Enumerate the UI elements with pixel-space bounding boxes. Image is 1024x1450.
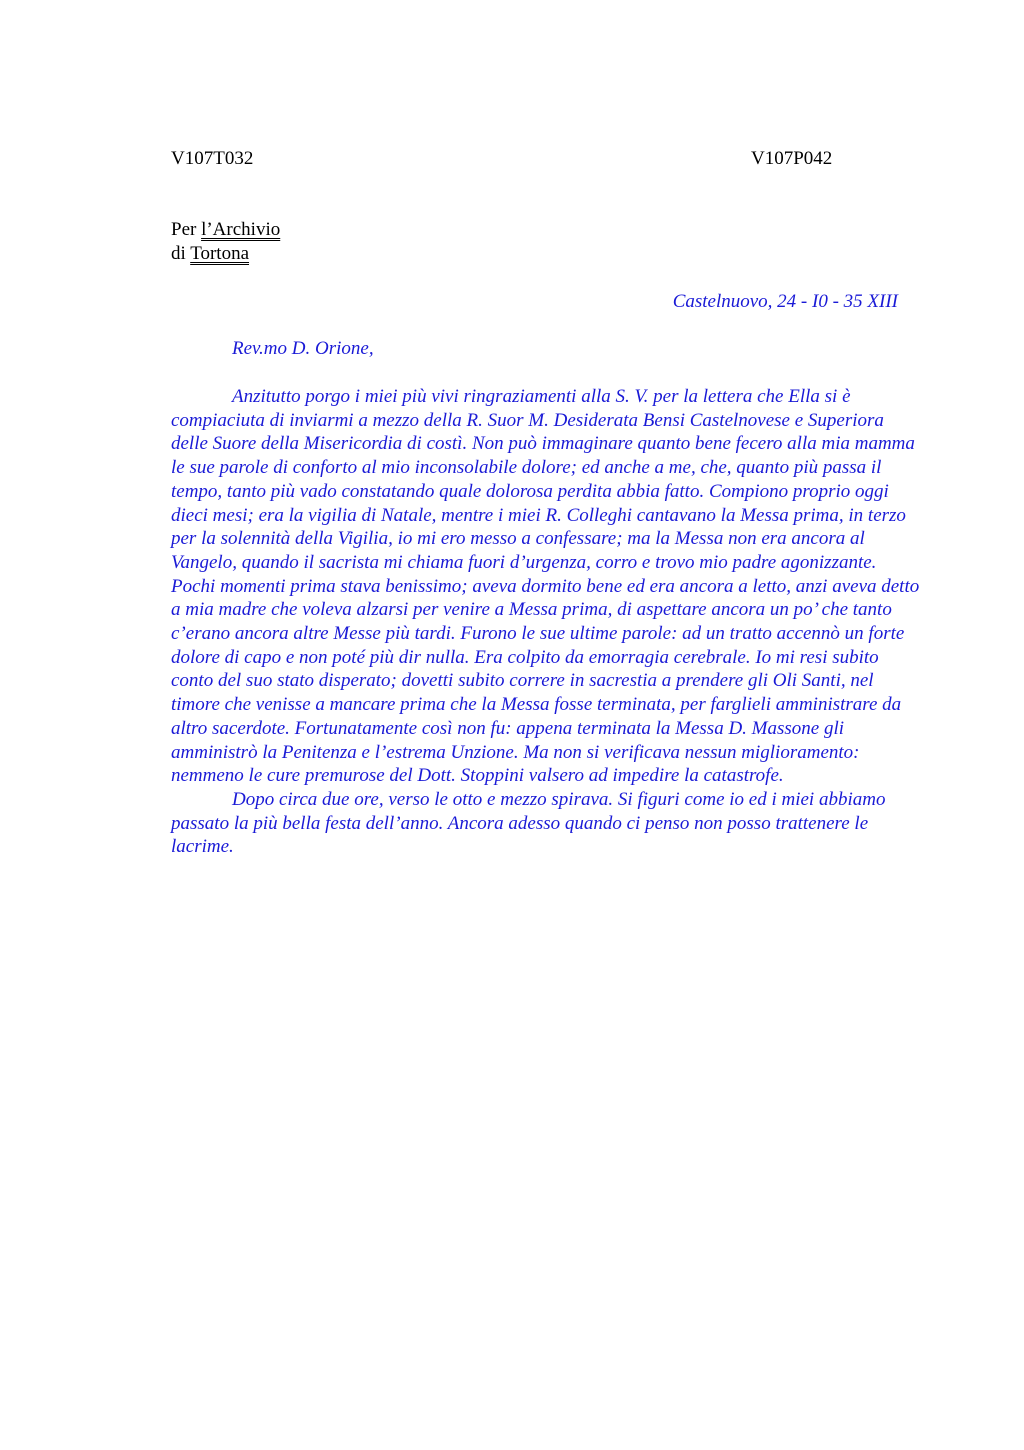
address-line-1 — [171, 218, 280, 242]
letter-paragraph-2: Dopo circa due ore, verso le otto e mezzo spirava. Si figuri come io ed i miei abbiamo passato la più bella festa dell’anno. Ancora adesso quando ci penso non posso trattenere le lacrime. — [171, 788, 886, 858]
address-archive-name: l’Archivio — [201, 219, 281, 240]
letter-place-date: Castelnuovo, 24 - I0 - 35 XIII — [672, 291, 898, 312]
letter-salutation: Rev.mo D. Orione, — [232, 338, 374, 359]
address-line-2 — [171, 242, 280, 266]
archive-code-right: V107P042 — [751, 148, 833, 169]
letter-body — [171, 385, 923, 859]
address-line-2-prefix: di — [171, 243, 191, 264]
address-city-name: Tortona — [190, 243, 250, 264]
archive-address — [171, 218, 280, 266]
archive-code-left: V107T032 — [171, 148, 254, 169]
address-line-1-prefix: Per — [171, 219, 202, 240]
letter-paragraph-1: Anzitutto porgo i miei più vivi ringraziamenti alla S. V. per la lettera che Ella si è compiaciuta di inviarmi a mezzo della R. Suor M. Desiderata Bensi Castelnovese e Superiora delle Suore della Misericordia di costì. Non può immaginare quanto bene fecero alla mia mamma le sue parole di conforto al mio inconsolabile dolore; ed anche a me, che, quanto più passa il tempo, tanto più vado constatando quale dolorosa perdita abbia fatto. Compiono proprio oggi dieci mesi; era la vigilia di Natale, mentre i miei R. Colleghi cantavano la Messa prima, in terzo per la solennità della Vigilia, io mi ero messo a confessare; ma la Messa non era ancora al Vangelo, quando il sacrista mi chiama fuori d’urgenza, corro e trovo mio padre agonizzante. Pochi momenti prima stava benissimo; aveva dormito bene ed era ancora a letto, anzi aveva detto a mia madre che voleva alzarsi per venire a Messa prima, di aspettare ancora un po’ che tanto c’erano ancora altre Messe più tardi. Furono le sue ultime parole: ad un tratto accennò un forte dolore di capo e non poté più dir nulla. Era colpito da emorragia cerebrale. Io mi resi subito conto del suo stato disperato; dovetti subito correre in sacrestia a prendere gli Oli Santi, nel timore che venisse a mancare prima che la Messa fosse terminata, per farglieli amministrare da altro sacerdote. Fortunatamente così non fu: appena terminata la Messa D. Massone gli amministrò la Penitenza e l’estrema Unzione. Ma non si verificava nessun miglioramento: nemmeno le cure premurose del Dott. Stoppini valsero ad impedire la catastrofe. — [171, 386, 920, 787]
